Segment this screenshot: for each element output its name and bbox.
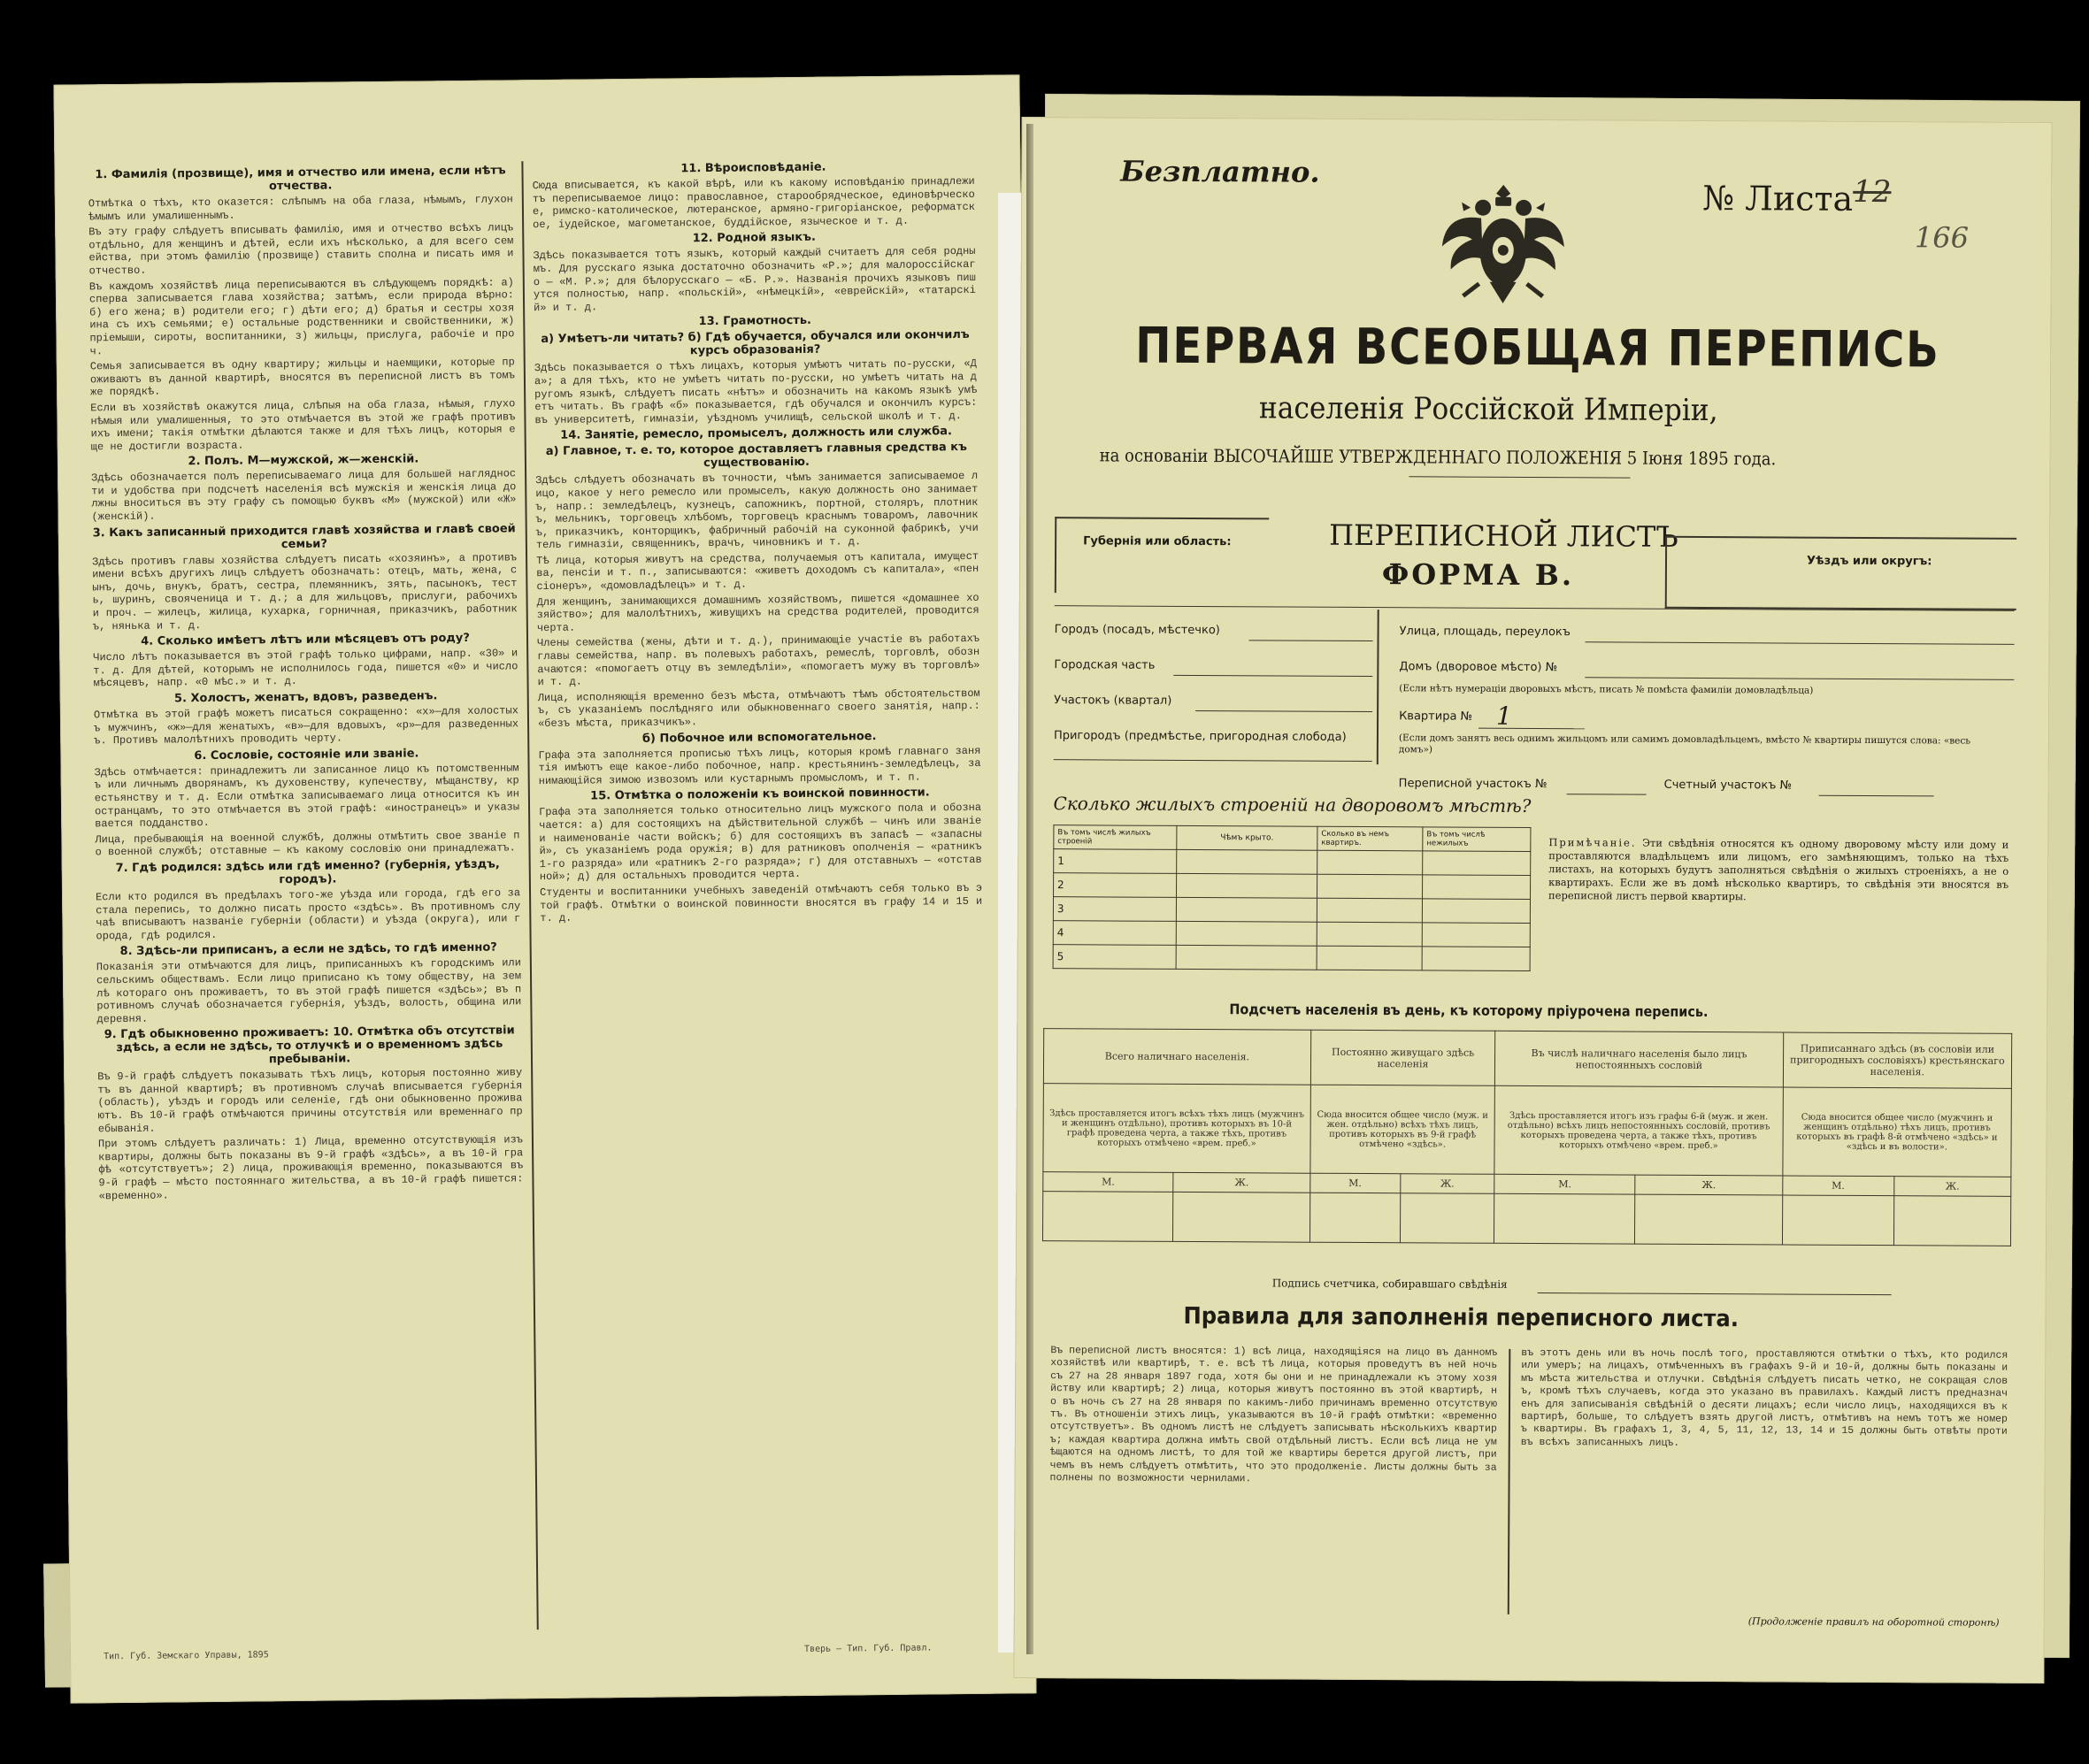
city-part-line: [1173, 675, 1372, 677]
count-description: Здѣсь проставляется итогъ изъ графы 6-й (муж. и жен. отдѣльно) всѣхъ лицъ непостоянныхъ сословій, противъ которыхъ проведена черта, а также тѣхъ, противъ которыхъ отмѣчено «врем. преб.»: [1494, 1085, 1783, 1176]
suburb-label: Пригородъ (предмѣстье, пригородная слобода): [1053, 729, 1347, 744]
paragraph: Отмѣтка въ этой графѣ можетъ писаться сокращенно: «х»—для холостыхъ мужчинъ, «ж»—для женатыхъ, «в»—для вдовыхъ, «р»—для разведенныхъ. Противъ малолѣтнихъ проводить черту.: [93, 704, 519, 748]
count-description: Сюда вносится общее число (муж. и жен. отдѣльно) всѣхъ тѣхъ лицъ, противъ которыхъ въ 9-й графѣ отмѣчено «здѣсь».: [1310, 1085, 1495, 1174]
buildings-cell: [1317, 946, 1422, 970]
paragraph: Въ каждомъ хозяйствѣ лица переписываются въ слѣдующемъ порядкѣ: а) сперва записывается глава хозяйства; затѣмъ, если природа вѣрно: б) его жена; в) родители его; г) дѣти его; д) братья и сестры хозяина съ ихъ семьями; е) остальные родственники и свойственники, ж) пріемыши, сироты, воспитанники, з) жильцы, прислуга, рабочіе и проч.: [88, 275, 515, 357]
buildings-cell: [1317, 850, 1423, 875]
section-line: [1195, 710, 1372, 712]
apartment-line: [1478, 728, 1585, 730]
apartment-note: (Если домъ занятъ весь однимъ жильцомъ или самимъ домовладѣльцемъ, вмѣсто № квартиры пишутся слова: «весь домъ»): [1398, 732, 1971, 755]
counting-section-label: Счетный участокъ №: [1663, 778, 1793, 793]
paragraph: Члены семейства (жены, дѣти и т. д.), принимающіе участіе въ работахъ главы семейства, напр. въ полевыхъ работахъ, ремеслѣ, торговлѣ, обозначаются: «помогаетъ отцу въ земледѣліи», «помогаетъ мужу въ торговлѣ» и т. д.: [537, 633, 980, 689]
paragraph: Лица, исполняющія временно безъ мѣста, отмѣчаютъ тѣмъ обстоятельствомъ, съ указаніемъ послѣдняго или обыкновеннаго своего занятія, напр.: «безъ мѣста, приказчикъ».: [537, 686, 980, 731]
buildings-row: [1054, 849, 1531, 876]
street-line: [1586, 641, 2015, 645]
section-heading: 2. Полъ. М—мужской, ж—женскій.: [188, 452, 419, 469]
rules-column-2: [1520, 1347, 2008, 1615]
paragraph: Здѣсь слѣдуетъ обозначать въ точности, чѣмъ занимается записываемое лицо, какое у него ремесло или промыселъ, какую должность оно занимаетъ, напр.: земледѣлецъ, кузнецъ, сапожникъ, портной, столяръ, плотникъ, мельникъ, торговецъ хлѣбомъ, торговецъ краснымъ товаромъ, лавочникъ, приказчикъ, конторщикъ, фабричный рабочій на суконной фабрикѣ, учитель гимназіи, священникъ, врачъ, чиновникъ и т. д.: [535, 470, 979, 552]
paragraph: Семья записывается въ одну квартиру; жильцы и наемщики, которые проживаютъ въ данной квартирѣ, вносятся въ переписной листъ въ томъ же порядкѣ.: [89, 356, 515, 399]
count-cell: [1635, 1194, 1783, 1245]
city-line: [1249, 640, 1373, 641]
left-column-1: [88, 161, 527, 1641]
rules-text-1: Въ переписной листъ вносятся: 1) всѣ лица, находящіяся на лицо въ данномъ хозяйствѣ или квартирѣ, т. е. всѣ тѣ лица, которыя проведутъ въ ней ночь съ 27 на 28 января 1897 года, хотя бы они и не принадлежали къ этому хозяйству или квартирѣ; 2) лица, которыя живутъ постоянно въ этой квартирѣ, но въ ночь съ 27 на 28 января по какимъ-либо причинамъ временно отсутствуютъ. Въ отношеніи этихъ лицъ, указываются въ 10-й графѣ отмѣтки: «временно отсутствуетъ». Въ одномъ листѣ не слѣдуетъ записывать нѣсколькихъ квартиръ; каждая квартира должна имѣть свой отдѣльный листъ. Если всѣ лица не умѣщаются на одномъ листѣ, то для той же квартиры берется другой листъ, причемъ въ немъ слѣдуетъ отмѣтить, что это продолженіе. Листы должны быть заполнены по возможности чернилами.: [1049, 1345, 1498, 1485]
male-col-header: М.: [1494, 1174, 1635, 1194]
census-subtitle: населенія Россійской Имперіи,: [1258, 390, 1718, 429]
signature-label: Подпись счетчика, собиравшаго свѣдѣнія: [1271, 1277, 1508, 1291]
buildings-header: Сколько въ немъ квартиръ.: [1317, 826, 1423, 851]
section-heading: 8. Здѣсь-ли приписанъ, а если не здѣсь, то гдѣ именно?: [119, 940, 497, 959]
rules-text-2: въ этотъ день или въ ночь послѣ того, проставляются отмѣтки о тѣхъ, кто родился или умеръ; на лицахъ, отмѣченныхъ въ графахъ 9-й и 10-й, должны быть показаны имъ мѣста жительства и отлучки. Свѣдѣнія слѣдуетъ писать четко, не сокращая словъ, кромѣ тѣхъ случаевъ, когда это указано въ правилахъ. Каждый листъ предназначенъ для записыванія свѣдѣній о десяти лицахъ; если число лицъ, находящихся въ квартирѣ, больше, то слѣдуетъ взять другой листъ, отмѣтивъ на немъ тотъ же номеръ квартиры. Въ графахъ 1, 3, 4, 5, 11, 12, 13, 14 и 15 должны быть отвѣты противъ всѣхъ записанныхъ лицъ.: [1520, 1346, 2008, 1449]
signature-line: [1538, 1292, 1892, 1295]
row-number: 3: [1053, 897, 1176, 922]
count-description: Сюда вносится общее число (мужчинъ и женщинъ отдѣльно) тѣхъ лицъ, противъ которыхъ въ графѣ 8-й отмѣчено «здѣсь» и «здѣсь и въ волости».: [1783, 1087, 2012, 1177]
pencil-archive-number: 166: [1914, 220, 1970, 255]
buildings-cell: [1422, 899, 1530, 924]
left-footer-imprint-2: Тверь — Тип. Губ. Правл.: [803, 1643, 933, 1654]
buildings-row: [1054, 873, 1531, 900]
paragraph: Если въ хозяйствѣ окажутся лица, слѣпыя на оба глаза, нѣмыя, глухонѣмыя или умалишенныя, то это отмѣчается въ этой же графѣ противъ ихъ имени; такія отмѣтки дѣлаются также и для тѣхъ лицъ, которыя еще не достигли возраста.: [90, 397, 516, 454]
sheet-number-label: № Листа: [1702, 178, 1854, 219]
city-part-label: Городская часть: [1054, 658, 1156, 672]
section-heading: а) Умѣетъ-ли читать? б) Гдѣ обучается, обучался или окончилъ курсъ образованія?: [541, 328, 970, 358]
section-heading: 4. Сколько имѣетъ лѣтъ или мѣсяцевъ отъ роду?: [141, 632, 470, 648]
paragraph: Здѣсь отмѣчается: принадлежитъ ли записанное лицо къ потомственнымъ или личнымъ дворянамъ, къ духовенству, купечеству, мѣщанству, крестьянству и т. д. Если отмѣтка записываемаго лица относится къ иностранцамъ, то это отмѣчается въ этой графѣ: «иностранецъ» и указывается подданство.: [94, 762, 520, 831]
counting-section-line: [1819, 795, 1934, 797]
section-heading: 7. Гдѣ родился: здѣсь или гдѣ именно? (губернія, уѣздъ, городъ).: [115, 857, 500, 887]
count-header: Всего наличнаго населенія.: [1043, 1029, 1310, 1085]
paragraph: Лица, пребывающія на военной службѣ, должны отмѣтить свое званіе по военной службѣ; отставные — къ какому сословію они принадлежатъ.: [95, 829, 520, 859]
paragraph: Число лѣтъ показывается въ этой графѣ только цифрами, напр. «30» и т. д. Для дѣтей, которымъ не исполнилось года, пишется «0» и число мѣсяцевъ, напр. «0 мѣс.» и т. д.: [93, 647, 518, 690]
female-col-header: Ж.: [1173, 1172, 1309, 1193]
form-name: ФОРМА В.: [1381, 557, 1575, 593]
buildings-cell: [1317, 898, 1422, 923]
paragraph: Здѣсь противъ главы хозяйства слѣдуетъ писать «хозяинъ», а противъ имени всѣхъ другихъ лицъ слѣдуетъ обозначать: отецъ, мать, жена, сынъ, дочь, внукъ, братъ, сестра, племянникъ, зять, пасынокъ, тесть, шуринъ, свояченица и т. д.; а для жильцовъ, прислуги, рабочихъ и проч. — жилецъ, жилица, кухарка, горничная, приказчикъ, работникъ, нянька и т. д.: [92, 550, 518, 633]
row-number: 1: [1054, 849, 1177, 874]
count-cell: [1782, 1195, 1894, 1246]
district-box: [1665, 536, 2016, 610]
count-cell: [1893, 1196, 2010, 1246]
count-header: Постоянно живущаго здѣсь населенія: [1310, 1030, 1495, 1085]
rules-footer: (Продолженіе правилъ на оборотной сторонѣ): [1747, 1615, 2000, 1629]
address-divider: [1377, 610, 1379, 764]
house-label: Домъ (дворовое мѣсто) №: [1399, 660, 1558, 675]
section-heading: 11. Вѣроисповѣданіе.: [680, 160, 826, 176]
paragraph: Графа эта заполняется только относительно лицъ мужского пола и обозначается: а) для состоящихъ на дѣйствительной службѣ — чинъ или званіе и наименованіе части войскъ; б) для состоящихъ въ запасѣ — «запасный», съ указаніемъ рода оружія; в) для ратниковъ ополченія — «ратникъ 1-го разряда» или «ратникъ 2-го разряда»; г) для отставныхъ — «отставной»; д) для остальныхъ проводится черта.: [539, 801, 982, 884]
street-label: Улица, площадь, переулокъ: [1399, 625, 1571, 640]
paragraph: При этомъ слѣдуетъ различать: 1) Лица, временно отсутствующія изъ квартиры, должны быть показаны въ 9-й графѣ «здѣсь», а въ 10-й графѣ «отсутствуетъ»; 2) лица, проживающія временно, показываются въ 9-й графѣ — мѣсто постояннаго жительства, а въ 10-й графѣ пишется: «временно».: [97, 1133, 524, 1202]
buildings-cell: [1176, 945, 1317, 970]
paragraph: Въ 9-й графѣ слѣдуетъ показывать тѣхъ лицъ, которыя постоянно живутъ въ данной квартирѣ; въ противномъ случаѣ вписывается губернія (область), уѣздъ и городъ или селеніе, гдѣ они обыкновенно проживаютъ. Въ 10-й графѣ отмѣчаются причины отсутствія или временнаго пребыванія.: [97, 1066, 523, 1135]
house-line: [1585, 677, 2014, 680]
row-number: 2: [1054, 873, 1177, 898]
section-heading: 3. Какъ записанный приходится главѣ хозяйства и главѣ своей семьи?: [92, 521, 516, 551]
apartment-value: 1: [1496, 701, 1513, 731]
double-headed-eagle-emblem-icon: [1436, 177, 1570, 311]
male-col-header: М.: [1310, 1173, 1401, 1193]
form-title: ПЕРЕПИСНОЙ ЛИСТЪ: [1329, 518, 1678, 554]
row-number: 4: [1053, 921, 1176, 946]
buildings-cell: [1317, 922, 1422, 947]
buildings-cell: [1177, 873, 1317, 898]
buildings-cell: [1422, 947, 1530, 971]
buildings-cell: [1177, 849, 1317, 874]
paragraph: Отмѣтка о тѣхъ, кто оказется: слѣпымъ на оба глаза, нѣмымъ, глухонѣмымъ или умалишеннымъ.: [88, 193, 513, 223]
paragraph: Графа эта заполняется прописью тѣхъ лицъ, которыя кромѣ главнаго занятія имѣютъ еще какое-либо побочное, напр. крестьянинъ-земледѣлецъ, занимающійся зимою извозомъ или кустарнымъ промысломъ, и т. п.: [538, 744, 981, 787]
paragraph: Для женщинъ, занимающихся домашнимъ хозяйствомъ, пишется «домашнее хозяйство»; для малолѣтнихъ, живущихъ на средства родителей, проводится черта.: [536, 591, 979, 634]
left-column-2: [532, 157, 989, 1637]
rules-divider: [1508, 1349, 1511, 1614]
paragraph: Тѣ лица, которыя живутъ на средства, получаемыя отъ капитала, имущества, пенсіи и т. п., записываются: «живетъ доходомъ съ капитала», «пенсіонеръ», «домовладѣлецъ» и т. д.: [536, 549, 979, 594]
free-label: Безплатно.: [1120, 154, 1320, 189]
paragraph: Студенты и воспитанники учебныхъ заведеній отмѣчаютъ себя только въ этой графѣ. Отмѣтки о воинской повинности вносятся въ графу 14 и 15 и т. д.: [539, 881, 983, 925]
book-gutter: [1026, 124, 1033, 1654]
note-text: Эти свѣдѣнія относятся къ одному дворовому мѣсту или дому и проставляются владѣльцемъ или лицомъ, его замѣняющимъ, только на тѣхъ листахъ, на которыхъ будутъ заполняться свѣдѣнія о жилыхъ строеніяхъ, а не о квартирахъ. Если же въ домѣ нѣсколько квартиръ, то свѣдѣнія эти вносятся въ переписной листъ первой квартиры.: [1548, 836, 2009, 903]
buildings-cell: [1423, 851, 1531, 876]
buildings-row: [1053, 945, 1530, 971]
paragraph: Если кто родился въ предѣлахъ того-же уѣзда или города, гдѣ его застала перепись, то должно писать просто «здѣсь». Въ противномъ случаѣ вписываютъ названіе губерніи (области) и уѣзда (округа), или города, гдѣ родился.: [95, 886, 521, 943]
buildings-table: [1053, 824, 1532, 971]
buildings-cell: [1422, 923, 1530, 947]
buildings-cell: [1423, 875, 1531, 900]
section-heading: 13. Грамотность.: [698, 314, 812, 329]
district-label: Уѣздъ или округъ:: [1806, 554, 1932, 569]
count-cell: [1173, 1192, 1310, 1242]
count-header: Приписаннаго здѣсь (въ сословіи или пригородныхъ сословіяхъ) крестьянскаго населенія.: [1783, 1032, 2012, 1088]
buildings-header: Въ томъ числѣ жилыхъ строеній: [1054, 825, 1177, 850]
buildings-row: [1053, 897, 1530, 924]
note-title: Примѣчаніе.: [1548, 836, 1637, 849]
section-heading: 12. Родной языкъ.: [692, 231, 817, 246]
buildings-header: Въ томъ числѣ нежилыхъ: [1423, 827, 1531, 852]
house-note: (Если нѣтъ нумераціи дворовыхъ мѣстъ, писать № помѣста фамиліи домовладѣльца): [1399, 683, 1814, 696]
paragraph: Показанія эти отмѣчаются для лицъ, приписанныхъ къ городскимъ или сельскимъ обществамъ. Если лицо приписано къ тому обществу, на землѣ котораго онъ проживаетъ, то въ этой графѣ пишется «здѣсь»; въ противномъ случаѣ обозначается губернія, уѣздъ, волость, община или деревня.: [96, 956, 522, 1025]
buildings-cell: [1317, 874, 1423, 899]
paragraph: Сюда вписывается, къ какой вѣрѣ, или къ какому исповѣданію принадлежитъ переписываемое лицо: православное, старообрядческое, единовѣрческое, римско-католическое, лютеранское, армяно-григоріанское, реформатское, іудейское, магометанское, буддійское, языческое и т. д.: [532, 174, 976, 231]
section-heading: б) Побочное или вспомогательное.: [641, 729, 877, 746]
province-box: [1055, 517, 1269, 594]
row-number: 5: [1053, 945, 1176, 970]
note-block: [1548, 836, 2008, 905]
paragraph: Въ эту графу слѣдуетъ вписывать фамилію, имя и отчество всѣхъ лицъ отдѣльно, для женщинъ и дѣтей, если ихъ нѣсколько, а для всего семейства, при этомъ фамилію (прозвище) ставить сполна и писать имя и отчество.: [88, 221, 514, 278]
section-heading: 6. Сословіе, состояніе или званіе.: [194, 747, 419, 763]
section-heading: 15. Отмѣтка о положеніи къ воинской повинности.: [590, 786, 930, 803]
paragraph: Здѣсь обозначается полъ переписываемаго лица для большей наглядности и удобства при подсчетѣ населенія всѣ мужскія и женскія лица должны вноситься въ эту графу съ помощью буквъ «М» (мужской) или «Ж» (женскій).: [91, 467, 517, 524]
count-cell: [1042, 1192, 1173, 1242]
section-heading: 1. Фамилія (прозвище), имя и отчество или имена, если нѣтъ отчества.: [95, 164, 506, 194]
female-col-header: Ж.: [1400, 1174, 1494, 1194]
count-cell: [1309, 1193, 1400, 1243]
buildings-header: Чѣмъ крыто.: [1177, 825, 1317, 850]
title-underline: [1409, 476, 1631, 478]
city-label: Городъ (посадъ, мѣстечко): [1054, 623, 1220, 638]
rules-column-1: [1049, 1345, 1498, 1630]
left-page: [53, 74, 1036, 1703]
rules-title: Правила для заполненія переписного листа.: [1183, 1302, 1740, 1333]
count-header: Въ числѣ наличнаго населенія было лицъ непостоянныхъ сословій: [1495, 1031, 1784, 1087]
section-heading: а) Главное, т. е. то, которое доставляетъ главныя средства къ существованію.: [545, 441, 967, 471]
census-section-label: Переписной участокъ №: [1398, 777, 1548, 792]
right-page-census-form: [1013, 117, 2052, 1683]
section-label: Участокъ (квартал): [1054, 694, 1172, 708]
count-title: Подсчетъ населенія въ день, къ которому пріурочена перепись.: [1229, 1001, 1709, 1021]
section-heading: 9. Гдѣ обыкновенно проживаетъ: 10. Отмѣтка объ отсутствіи здѣсь, а если не здѣсь, то отлучкѣ и о временномъ здѣсь пребываніи.: [104, 1024, 515, 1067]
buildings-row: [1053, 921, 1530, 947]
census-title: ПЕРВАЯ ВСЕОБЩАЯ ПЕРЕПИСЬ: [1135, 317, 1940, 380]
province-label: Губернія или область:: [1083, 534, 1232, 549]
male-col-header: М.: [1043, 1172, 1174, 1193]
female-col-header: Ж.: [1894, 1177, 2011, 1197]
paragraph: Здѣсь показывается о тѣхъ лицахъ, которыя умѣютъ читать по-русски, «Да»; а для тѣхъ, кто не умѣетъ читать по-русски, но умѣетъ читать на другомъ языкѣ, слѣдуетъ писать «нѣтъ» и обозначить на какомъ языкѣ умѣетъ читать. Въ графѣ «б» показывается, гдѣ обучался и окончилъ курсъ: въ университетѣ, гимназіи, уѣздномъ училищѣ, сельской школѣ и т. д.: [534, 357, 978, 426]
buildings-cell: [1176, 897, 1317, 922]
legal-basis: на основаніи ВЫСОЧАЙШЕ УТВЕРЖДЕННАГО ПОЛОЖЕНІЯ 5 Іюня 1895 года.: [1099, 444, 1777, 470]
sheet-number-value: 12: [1853, 173, 1892, 211]
population-count-table: [1042, 1028, 2012, 1246]
male-col-header: М.: [1782, 1176, 1893, 1196]
count-cell: [1400, 1193, 1494, 1244]
buildings-question: Сколько жилыхъ строеній на дворовомъ мѣстѣ?: [1053, 793, 1532, 817]
buildings-cell: [1176, 921, 1317, 946]
female-col-header: Ж.: [1635, 1175, 1782, 1195]
count-cell: [1494, 1193, 1635, 1244]
count-description: Здѣсь проставляется итогъ всѣхъ тѣхъ лицъ (мужчинъ и женщинъ отдѣльно), противъ которыхъ въ 10-й графѣ проведена черта, а также тѣхъ, противъ которыхъ отмѣчено «врем. преб.»: [1043, 1084, 1310, 1174]
apartment-label: Квартира №: [1399, 709, 1473, 724]
suburb-line: [1054, 759, 1372, 762]
paragraph: Здѣсь показывается тотъ языкъ, который каждый считаетъ для себя роднымъ. Для русскаго языка достаточно обозначить «Р.»; для малороссійскаго — «М. Р.»; для бѣлорусскаго — «Б. Р.». Названія прочихъ языковъ пишутся полностью, напр. «польскій», «нѣмецкій», «еврейскій», «татарскій» и т. д.: [533, 245, 977, 314]
section-heading: 5. Холостъ, женатъ, вдовъ, разведенъ.: [173, 689, 438, 706]
section-heading: 14. Занятіе, ремесло, промыселъ, должность или служба.: [560, 425, 953, 443]
left-footer-imprint-1: Тип. Губ. Земскаго Управы, 1895: [104, 1650, 269, 1662]
